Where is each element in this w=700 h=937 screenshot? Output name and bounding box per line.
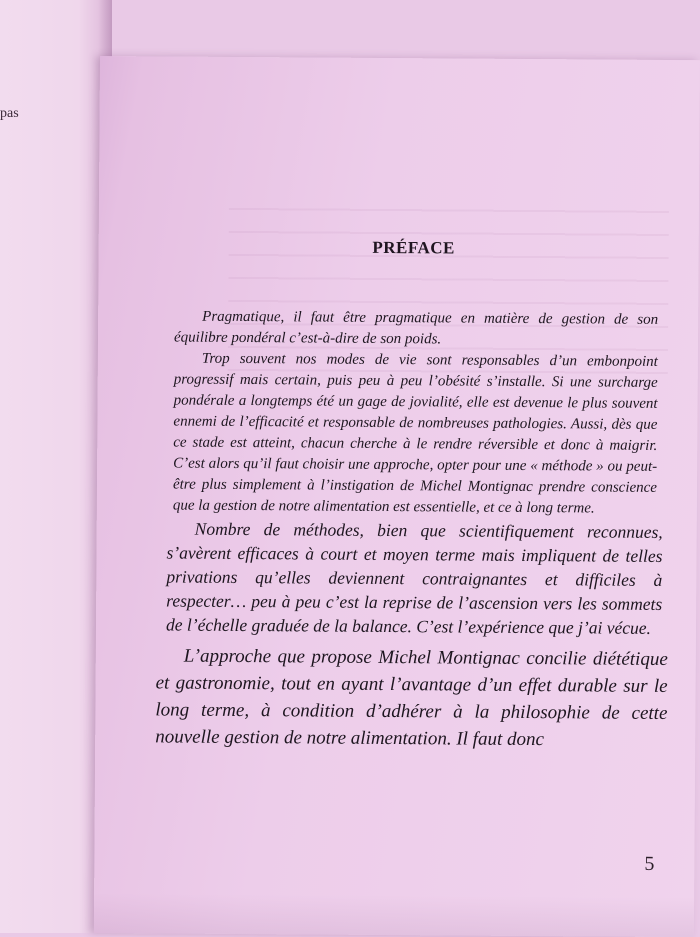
page-number: 5 <box>644 852 655 875</box>
paragraph-3: Nombre de méthodes, bien que scientifiquement reconnues, s’avèrent efficaces à court et moyen terme mais impliquent de telles privations qu’elles deviennent contraignantes et difficiles à respecter… peu à peu c’est la reprise de l’ascension vers les sommets de l’échelle graduée de la balance. C’est l’expérience que j’ai vécue. <box>165 518 663 638</box>
page-title: PRÉFACE <box>372 237 455 258</box>
book-page <box>94 56 700 937</box>
paragraph-1: Pragmatique, il faut être pragmatique en matière de gestion de son équilibre pondéral c’est-à-dire de son poids. <box>173 308 659 348</box>
paragraph-4: L’approche que propose Michel Montignac concilie diététique et gastronomie, tout en ayant l’avantage d’un effet durable sur le long terme, à condition d’adhérer à la philosophie de cette nouvelle gestion de notre alimentation. Il faut donc <box>155 645 668 751</box>
page-bottom-shadow <box>94 893 694 937</box>
preface-body <box>155 307 668 754</box>
paragraph-2: Trop souvent nos modes de vie sont responsables d’un embonpoint progressif mais certain, puis peu à peu l’obésité s’installe. Si une surcharge pondérale a longtemps été un gage de jovialité, elle est devenue le plus souvent ennemi de l’efficacité et responsable de nombreuses pathologies. Aussi, dès que ce stade est atteint, chacun cherche à le rendre réversible et donc à maigrir. C’est alors qu’il faut choisir une approche, opter pour une « méthode » ou peut-être plus simplement à l’instigation de Michel Montignac prendre conscience que la gestion de notre alimentation est essentielle, et ce à long terme. <box>172 350 658 517</box>
previous-page-text-fragment: pas <box>0 106 19 121</box>
